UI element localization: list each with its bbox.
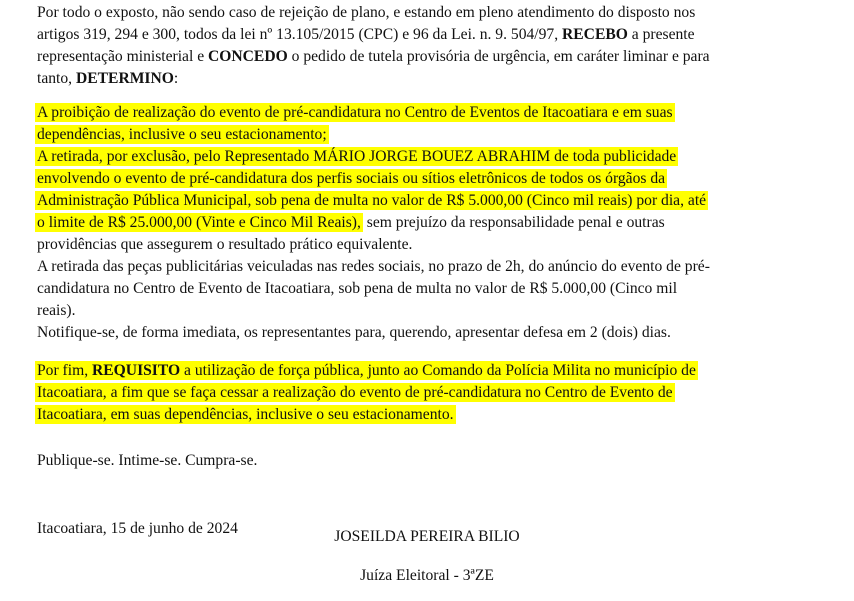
text-line: Publique-se. Intime-se. Cumpra-se. (37, 452, 258, 469)
text-segment: artigos 319, 294 e 300, todos da lei nº 13.105/2015 (CPC) e 96 da Lei. n. 9. 504/97, (37, 26, 563, 43)
text-line (37, 24, 827, 46)
text-line: Itacoatiara, 15 de junho de 2024 (37, 520, 238, 537)
intro-paragraph (37, 2, 827, 90)
text-line (37, 212, 827, 234)
highlighted-text: A proibição de realização do evento de pré-candidatura no Centro de Eventos de Itacoatiara e em suas (37, 104, 673, 121)
text-line (37, 404, 827, 426)
highlighted-text: Administração Pública Municipal, sob pena de multa no valor de R$ 5.000,00 (Cinco mil reais) por dia, até (37, 192, 707, 209)
text-line: A retirada das peças publicitárias veiculadas nas redes sociais, no prazo de 2h, do anúncio do evento de pré- (37, 258, 710, 275)
text-line: Notifique-se, de forma imediata, os representantes para, querendo, apresentar defesa em 2 (dois) dias. (37, 324, 671, 341)
spacer (37, 426, 827, 450)
order-item-4 (37, 322, 827, 344)
text-segment: o pedido de tutela provisória de urgência, em caráter liminar e para (287, 48, 710, 65)
text-line (37, 46, 827, 68)
final-paragraph (37, 360, 827, 426)
highlighted-text: dependências, inclusive o seu estacionamento; (37, 126, 327, 143)
text-segment: : (173, 70, 179, 87)
text-line (37, 168, 827, 190)
bold-recebo: RECEBO (562, 26, 628, 43)
text-segment: a presente (627, 26, 695, 43)
text-line (37, 190, 827, 212)
text-segment: a utilização de força pública, junto ao Comando da Polícia Milita no município de (180, 362, 696, 379)
highlighted-text: envolvendo o evento de pré-candidatura dos perfis sociais ou sítios eletrônicos de todos os órgãos da (37, 170, 666, 187)
bold-concedo: CONCEDO (208, 48, 288, 65)
text-line: providências que assegurem o resultado prático equivalente. (37, 236, 413, 253)
text-line (37, 124, 827, 146)
order-item-2 (37, 146, 827, 256)
signer-name: JOSEILDA PEREIRA BILIO (334, 528, 520, 545)
highlighted-text: Itacoatiara, em suas dependências, inclusive o seu estacionamento. (37, 406, 454, 423)
text-segment: tanto, (37, 70, 76, 87)
spacer (37, 90, 827, 102)
text-line: Por todo o exposto, não sendo caso de rejeição de plano, e estando em pleno atendimento do disposto nos (37, 4, 696, 21)
text-line (37, 360, 827, 382)
bold-determino: DETERMINO (75, 70, 174, 87)
highlighted-text: o limite de R$ 25.000,00 (Vinte e Cinco Mil Reais), (37, 214, 361, 231)
text-line (37, 68, 827, 90)
order-item-1 (37, 102, 827, 146)
text-line (37, 102, 827, 124)
text-line: candidatura no Centro de Evento de Itacoatiara, sob pena de multa no valor de R$ 5.000,00 (Cinco mil (37, 280, 678, 297)
order-item-3 (37, 256, 827, 322)
text-line: reais). (37, 302, 76, 319)
bold-requisito: REQUISITO (92, 362, 181, 379)
highlighted-text (35, 361, 698, 380)
text-line (37, 382, 827, 404)
closing-line (37, 450, 827, 472)
document-page (37, 2, 827, 540)
text-line (37, 146, 827, 168)
text-segment: sem prejuízo da responsabilidade penal e outras (362, 214, 665, 231)
spacer (37, 472, 827, 518)
spacer (37, 344, 827, 360)
signer-title: Juíza Eleitoral - 3ªZE (360, 567, 494, 584)
highlighted-text: Itacoatiara, a fim que se faça cessar a realização do evento de pré-candidatura no Centro de Evento de (37, 384, 673, 401)
text-segment: Por fim, (37, 362, 93, 379)
highlighted-text: A retirada, por exclusão, pelo Representado MÁRIO JORGE BOUEZ ABRAHIM de toda publicidade (37, 148, 677, 165)
text-segment: representação ministerial e (37, 48, 209, 65)
